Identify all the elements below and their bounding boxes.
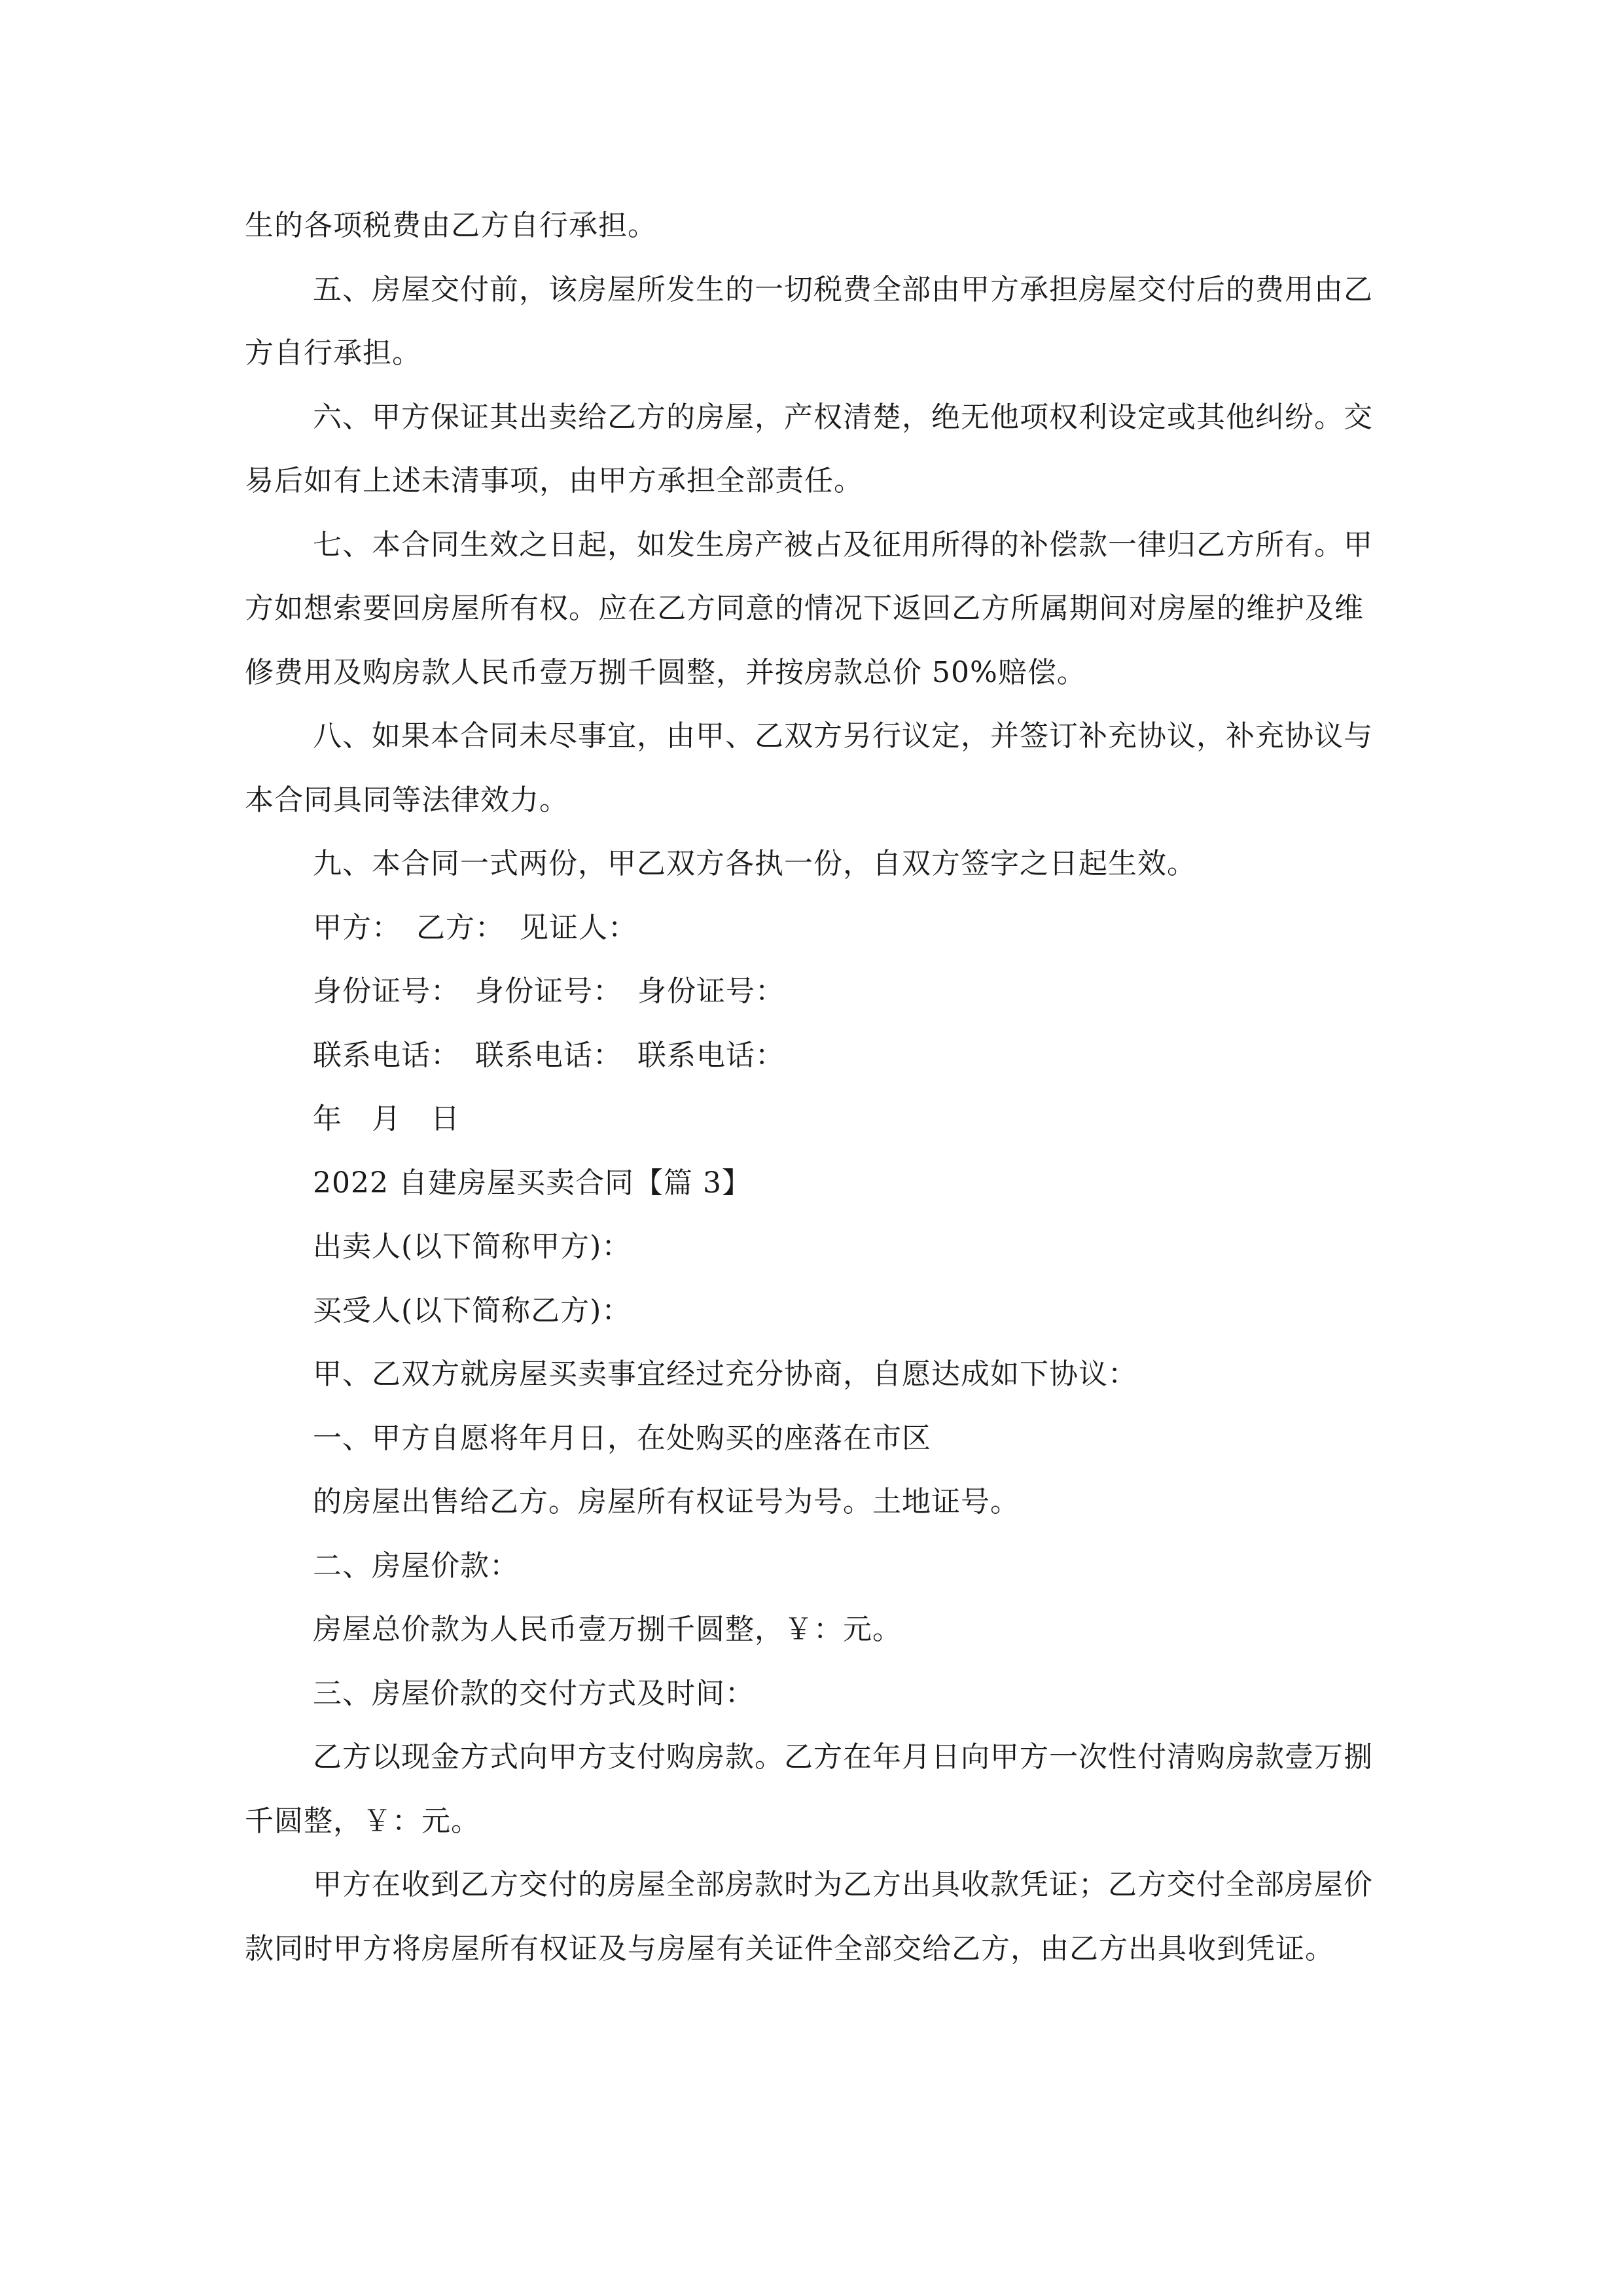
paragraph-tax-continuation: 生的各项税费由乙方自行承担。 — [245, 209, 657, 242]
total-price-line: 房屋总价款为人民币壹万捌千圆整，￥：元。 — [313, 1613, 902, 1646]
contract-body — [245, 194, 1377, 1981]
paragraph-clause-6: 六、甲方保证其出卖给乙方的房屋，产权清楚，绝无他项权利设定或其他纠纷。交易后如有上述未清事项，由甲方承担全部责任。 — [245, 400, 1373, 497]
article-1-continuation: 的房屋出售给乙方。房屋所有权证号为号。土地证号。 — [313, 1485, 1020, 1518]
payment-method-paragraph: 乙方以现金方式向甲方支付购房款。乙方在年月日向甲方一次性付清购房款壹万捌千圆整，￥：元。 — [245, 1740, 1373, 1838]
receipt-paragraph: 甲方在收到乙方交付的房屋全部房款时为乙方出具收款凭证；乙方交付全部房屋价款同时甲方将房屋所有权证及与房屋有关证件全部交给乙方，由乙方出具收到凭证。 — [245, 1868, 1373, 1965]
phone-line: 联系电话： 联系电话： 联系电话： — [313, 1038, 785, 1072]
article-3: 三、房屋价款的交付方式及时间： — [313, 1676, 755, 1710]
article-1: 一、甲方自愿将年月日，在处购买的座落在市区 — [313, 1421, 931, 1455]
signature-parties-line: 甲方： 乙方： 见证人： — [313, 910, 637, 944]
agreement-intro: 甲、乙双方就房屋买卖事宜经过充分协商，自愿达成如下协议： — [313, 1357, 1137, 1391]
contract-3-title: 2022 自建房屋买卖合同【篇 3】 — [313, 1166, 751, 1200]
date-line: 年 月 日 — [313, 1102, 460, 1136]
paragraph-clause-5: 五、房屋交付前，该房屋所发生的一切税费全部由甲方承担房屋交付后的费用由乙方自行承担。 — [245, 272, 1373, 370]
paragraph-clause-9: 九、本合同一式两份，甲乙双方各执一份，自双方签字之日起生效。 — [313, 847, 1196, 880]
buyer-line: 买受人(以下简称乙方)： — [313, 1293, 632, 1327]
paragraph-clause-7: 七、本合同生效之日起，如发生房产被占及征用所得的补偿款一律归乙方所有。甲方如想索要回房屋所有权。应在乙方同意的情况下返回乙方所属期间对房屋的维护及维修费用及购房款人民币壹万捌千圆整，并按房款总价 50%赔偿。 — [245, 528, 1373, 689]
id-number-line: 身份证号： 身份证号： 身份证号： — [313, 975, 785, 1008]
seller-line: 出卖人(以下简称甲方)： — [313, 1230, 632, 1263]
article-2: 二、房屋价款： — [313, 1549, 519, 1583]
paragraph-clause-8: 八、如果本合同未尽事宜，由甲、乙双方另行议定，并签订补充协议，补充协议与本合同具同等法律效力。 — [245, 719, 1373, 817]
